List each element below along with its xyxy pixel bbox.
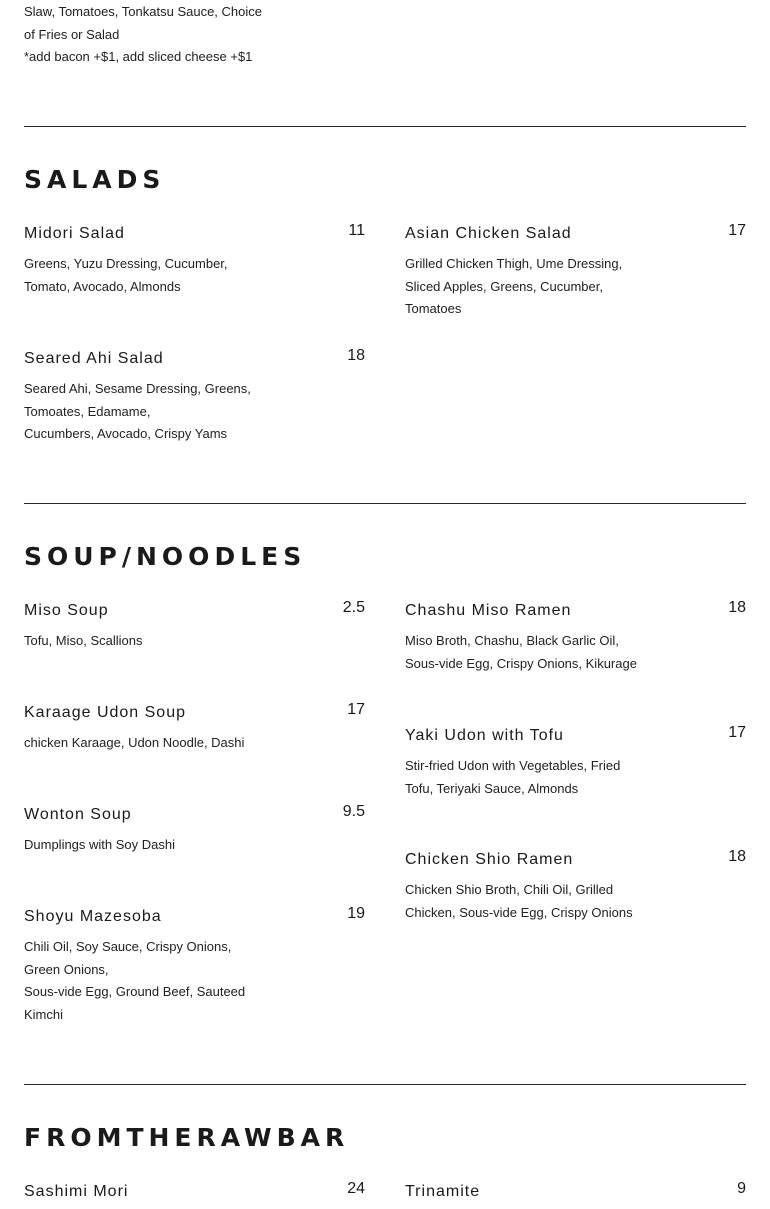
description-line: Green Onions,	[24, 961, 109, 977]
description-line: Chicken Shio Broth, Chili Oil, Grilled	[405, 882, 614, 897]
item-name: Shoyu Mazesoba	[24, 908, 162, 925]
item-description	[405, 755, 665, 800]
item-name: Wonton Soup	[24, 806, 132, 823]
description-line: Greens, Yuzu Dressing, Cucumber,	[24, 256, 228, 271]
description-line: Kimchi	[24, 1007, 64, 1023]
item-price: 18	[728, 599, 746, 616]
description-line: of Fries or Salad	[24, 27, 120, 42]
item-price: 9	[737, 1180, 746, 1197]
item-name: Asian Chicken Salad	[405, 225, 572, 242]
item-name: Karaage Udon Soup	[24, 704, 186, 721]
item-name: Chashu Miso Ramen	[405, 602, 572, 619]
description-line: Tofu, Miso, Scallions	[24, 633, 143, 648]
item-price: 17	[347, 701, 365, 718]
description-line: Grilled Chicken Thigh, Ume Dressing,	[405, 256, 623, 271]
item-price: 18	[347, 347, 365, 364]
item-description	[24, 378, 284, 446]
section-title: SALADS	[24, 165, 166, 194]
description-line: Sous-vide Egg, Crispy Onions, Kikurage	[405, 655, 637, 671]
section-divider	[24, 1084, 746, 1085]
item-price: 2.5	[342, 599, 365, 616]
item-name: Seared Ahi Salad	[24, 350, 164, 367]
description-line: Chili Oil, Soy Sauce, Crispy Onions,	[24, 939, 232, 954]
description-line: Slaw, Tomatoes, Tonkatsu Sauce, Choice	[24, 4, 262, 19]
item-price: 11	[348, 222, 365, 239]
item-description	[24, 834, 284, 857]
description-line: Chicken, Sous-vide Egg, Crispy Onions	[405, 904, 633, 920]
section-title: FROMTHERAWBAR	[24, 1123, 350, 1152]
section-title: SOUP/NOODLES	[24, 542, 307, 571]
description-line: Tofu, Teriyaki Sauce, Almonds	[405, 780, 579, 796]
description-line: Cucumbers, Avocado, Crispy Yams	[24, 426, 228, 442]
item-description	[24, 732, 284, 755]
item-description	[405, 630, 665, 675]
description-line: Dumplings with Soy Dashi	[24, 837, 176, 852]
description-line: *add bacon +$1, add sliced cheese +$1	[24, 49, 253, 64]
description-line: chicken Karaage, Udon Noodle, Dashi	[24, 735, 245, 750]
item-description	[24, 253, 284, 298]
item-price: 9.5	[342, 803, 365, 820]
item-name: Midori Salad	[24, 225, 125, 242]
description-line: Tomatoes	[405, 301, 462, 317]
item-price: 17	[728, 222, 746, 239]
item-name: Yaki Udon with Tofu	[405, 727, 564, 744]
description-line: Tomato, Avocado, Almonds	[24, 278, 181, 294]
description-line: Tomoates, Edamame,	[24, 403, 151, 419]
description-line: Stir-fried Udon with Vegetables, Fried	[405, 758, 621, 773]
item-description	[405, 253, 665, 321]
item-name: Trinamite	[405, 1183, 481, 1200]
description-line: Sous-vide Egg, Ground Beef, Sauteed	[24, 984, 246, 1000]
description-line: Miso Broth, Chashu, Black Garlic Oil,	[405, 633, 619, 648]
item-name: Miso Soup	[24, 602, 109, 619]
item-name: Chicken Shio Ramen	[405, 851, 574, 868]
description-line: Sliced Apples, Greens, Cucumber,	[405, 278, 603, 294]
item-description	[24, 630, 284, 653]
section-divider	[24, 126, 746, 127]
item-name: Sashimi Mori	[24, 1183, 129, 1200]
item-price: 17	[728, 724, 746, 741]
section-divider	[24, 503, 746, 504]
item-price: 19	[347, 905, 365, 922]
description-line: Seared Ahi, Sesame Dressing, Greens,	[24, 381, 251, 396]
item-description	[405, 879, 665, 924]
item-description	[24, 936, 284, 1027]
item-price: 18	[728, 848, 746, 865]
item-price: 24	[347, 1180, 365, 1197]
